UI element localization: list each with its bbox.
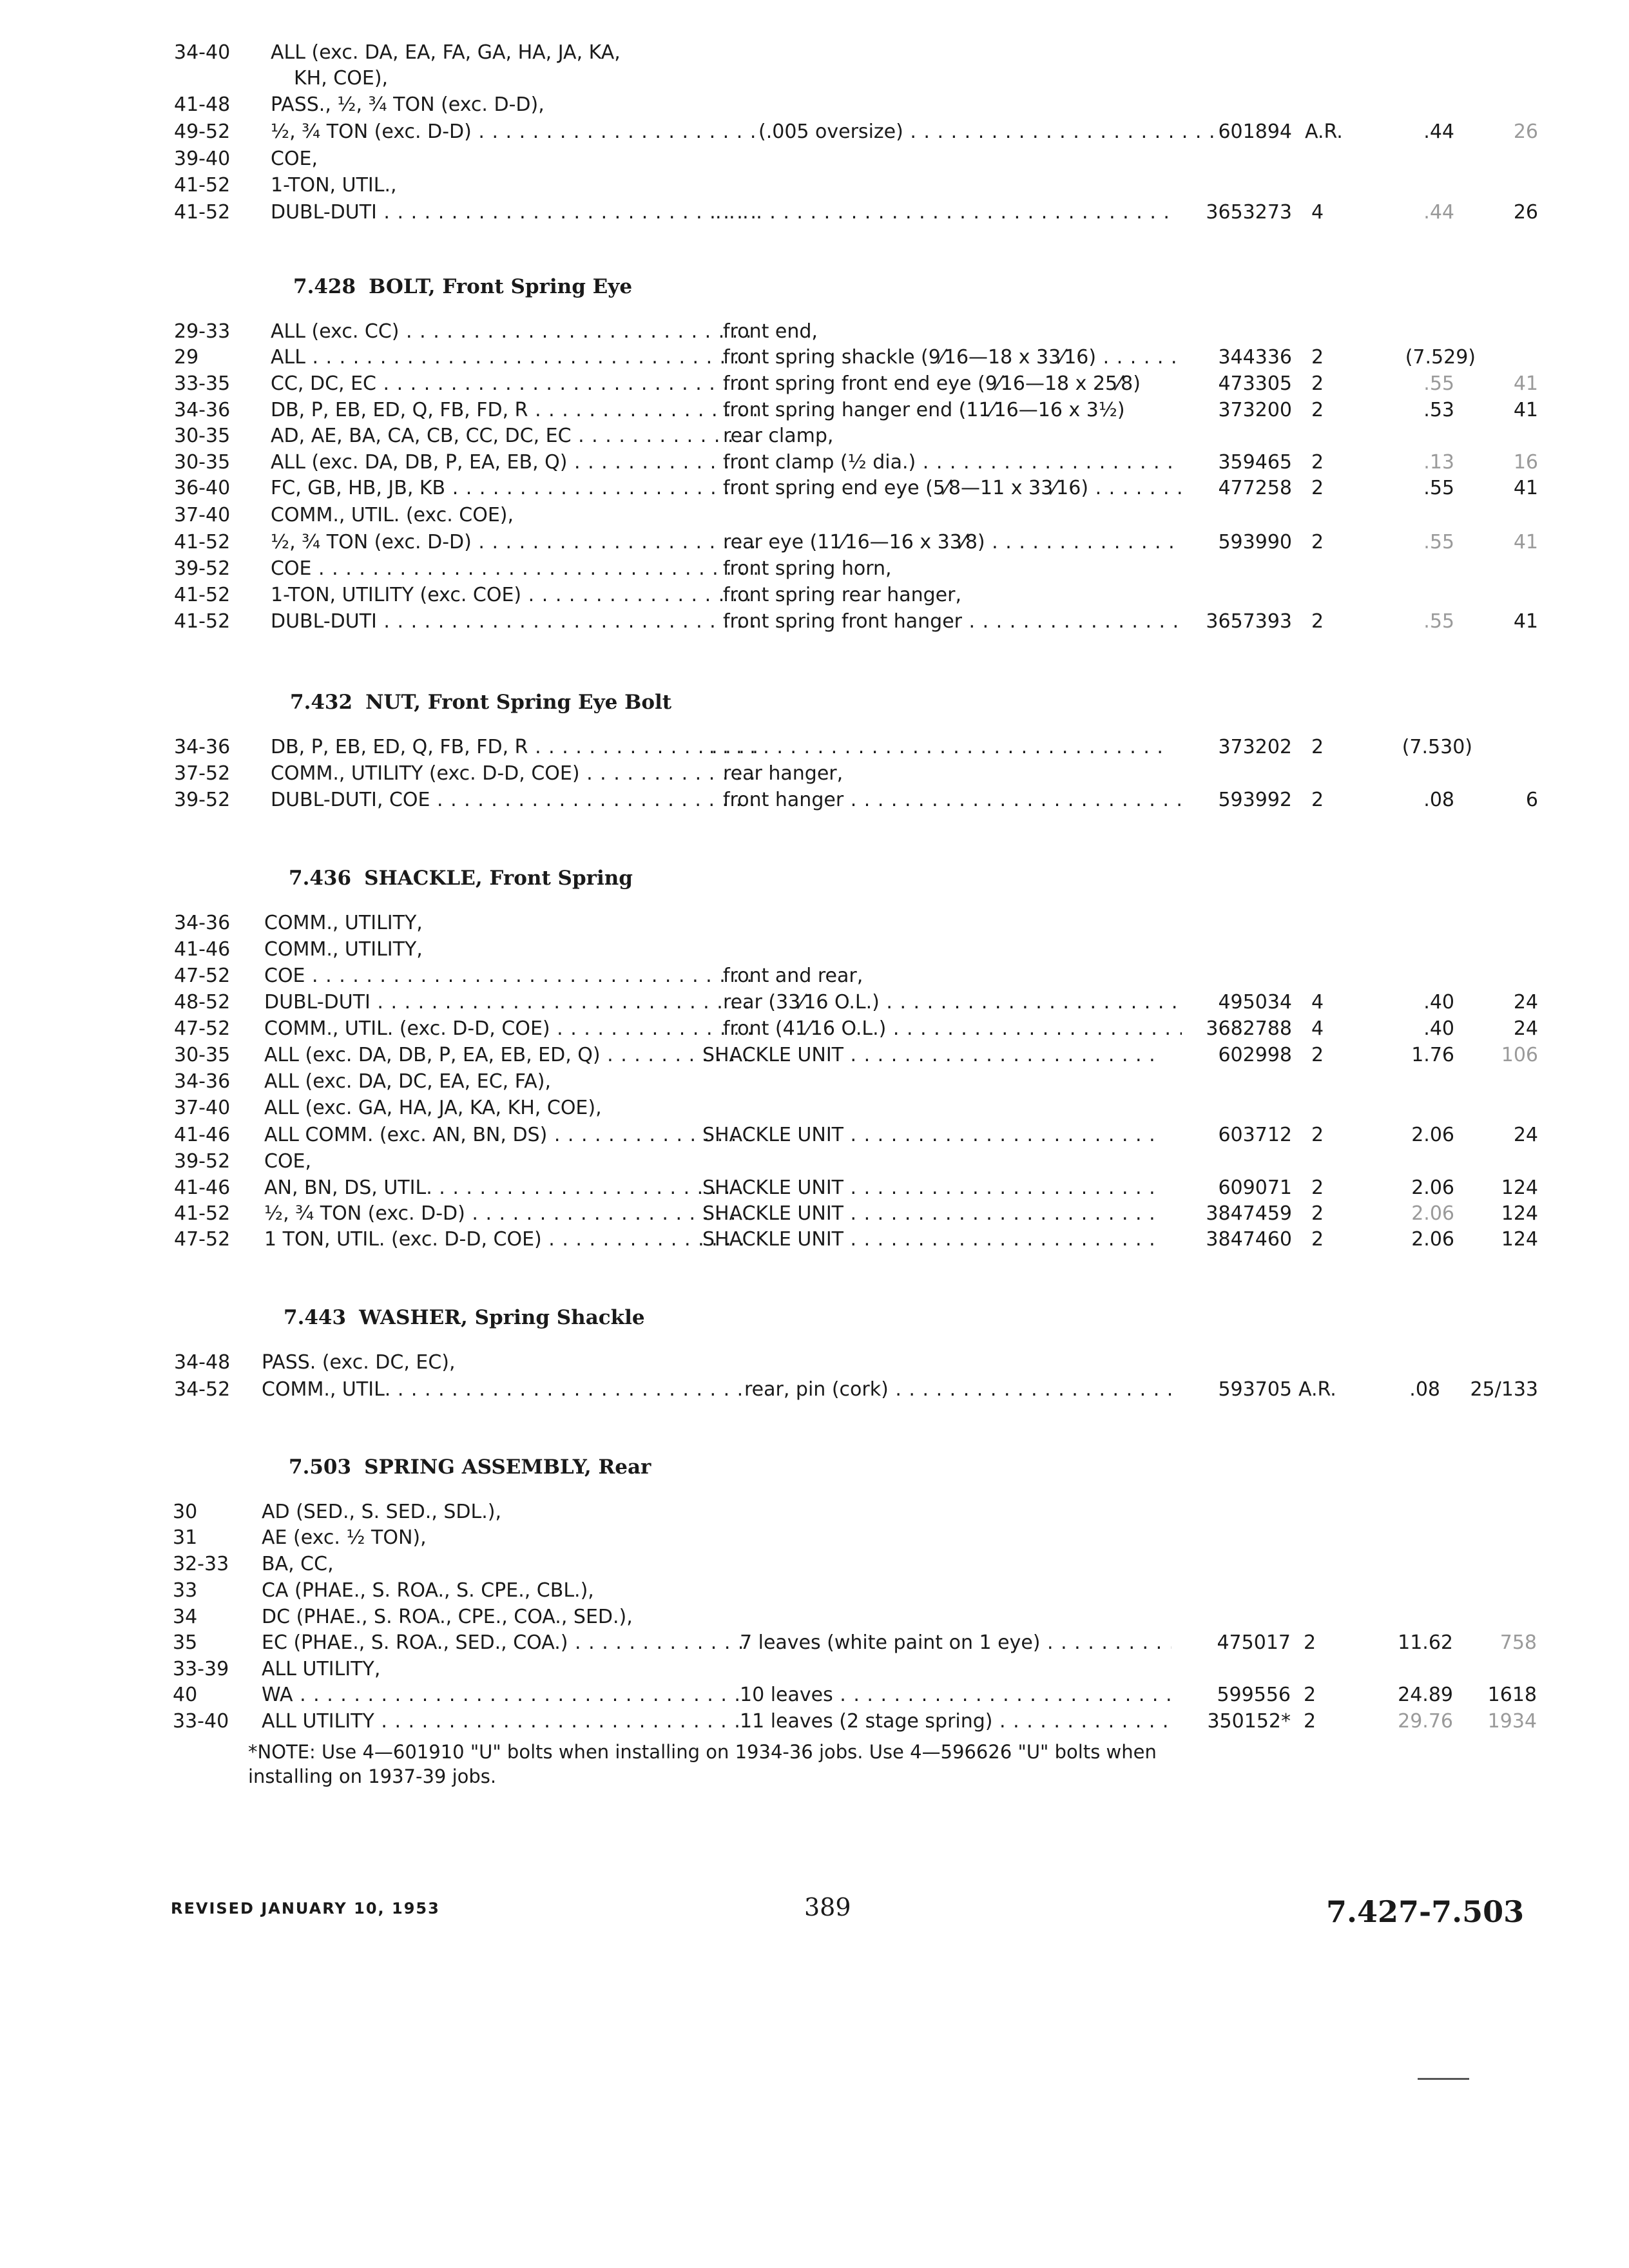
part-number-cell: 609071 xyxy=(1218,1177,1292,1199)
models-cell: ALL UTILITY . . . xyxy=(262,1709,750,1735)
weight-cell: 124 xyxy=(1501,1228,1538,1251)
description-cell: 10 leaves . . . xyxy=(740,1682,1171,1708)
description-cell: rear clamp, xyxy=(723,425,834,447)
quantity-cell: 2 xyxy=(1311,346,1324,369)
table-row xyxy=(174,556,1592,582)
quantity-cell: 2 xyxy=(1311,1228,1324,1251)
models-cell: COMM., UTILITY, xyxy=(264,912,423,934)
models-cell: DUBL-DUTI . . . xyxy=(271,609,759,635)
models-cell: COMM., UTIL. . . . xyxy=(262,1377,750,1403)
price-cell: .55 xyxy=(1423,531,1454,553)
weight-cell: 25/133 xyxy=(1470,1378,1538,1401)
table-row xyxy=(174,371,1592,397)
weight-cell: 41 xyxy=(1513,531,1538,553)
price-cell: 2.06 xyxy=(1411,1177,1454,1199)
years-cell: 41-52 xyxy=(174,531,231,553)
years-cell: 31 xyxy=(173,1526,198,1549)
table-row xyxy=(174,423,1592,449)
price-cell: 11.62 xyxy=(1398,1631,1453,1654)
models-cell: ½, ¾ TON (exc. D-D) . . . xyxy=(271,119,759,145)
models-cell: COMM., UTILITY, xyxy=(264,938,423,961)
quantity-cell: 2 xyxy=(1311,1044,1324,1066)
years-cell: 32-33 xyxy=(173,1553,229,1575)
table-row xyxy=(173,1604,1590,1630)
table-row xyxy=(174,146,1592,172)
price-cell: .55 xyxy=(1423,372,1454,395)
price-cell: .13 xyxy=(1423,451,1454,474)
part-number-cell: 495034 xyxy=(1218,991,1292,1014)
section-number: 7.428 xyxy=(293,275,356,298)
section-title: SPRING ASSEMBLY, Rear xyxy=(364,1456,651,1479)
quantity-cell: 2 xyxy=(1311,789,1324,811)
quantity-cell: 2 xyxy=(1311,451,1324,474)
years-cell: 47-52 xyxy=(174,965,231,987)
quantity-cell: 2 xyxy=(1304,1684,1316,1706)
years-cell: 39-52 xyxy=(174,1150,231,1173)
models-cell: DUBL-DUTI . . . xyxy=(264,990,753,1015)
years-cell: 49-52 xyxy=(174,120,231,143)
models-cell: CA (PHAE., S. ROA., S. CPE., CBL.), xyxy=(262,1579,594,1602)
table-row xyxy=(173,1525,1590,1551)
quantity-cell: 4 xyxy=(1311,991,1324,1014)
description-cell: rear hanger, xyxy=(723,762,843,785)
years-cell: 37-52 xyxy=(174,762,231,785)
description-cell: front spring rear hanger, xyxy=(723,584,962,606)
models-cell: ½, ¾ TON (exc. D-D) . . . xyxy=(271,530,759,555)
description-cell: SHACKLE UNIT . . . xyxy=(702,1043,1161,1068)
description-cell: front spring end eye (5⁄8—11 x 33⁄16) . . . xyxy=(723,476,1182,501)
part-number-cell: 602998 xyxy=(1218,1044,1292,1066)
years-cell: 36-40 xyxy=(174,477,231,499)
models-cell: 1-TON, UTIL., xyxy=(271,174,397,197)
weight-cell: 41 xyxy=(1513,477,1538,499)
years-cell: 39-52 xyxy=(174,789,231,811)
years-cell: 30-35 xyxy=(174,1044,231,1066)
description-cell: rear (33⁄16 O.L.) . . . xyxy=(723,990,1182,1015)
description-cell: SHACKLE UNIT . . . xyxy=(702,1227,1161,1253)
revision-date: REVISED JANUARY 10, 1953 xyxy=(171,1899,440,1917)
table-row xyxy=(174,735,1592,760)
price-cell: .44 xyxy=(1423,120,1454,143)
models-cell: BA, CC, xyxy=(262,1553,334,1575)
description-cell: rear eye (11⁄16—16 x 33⁄8) . . . xyxy=(723,530,1182,555)
section-heading xyxy=(284,1305,645,1331)
models-cell: ALL (exc. CC) . . . xyxy=(271,319,759,345)
weight-cell: 24 xyxy=(1513,1017,1538,1040)
table-row xyxy=(174,761,1592,787)
description-cell: front and rear, xyxy=(723,965,863,987)
weight-cell: 1934 xyxy=(1487,1710,1537,1733)
models-cell: COMM., UTIL. (exc. COE), xyxy=(271,504,514,526)
part-number-cell: 473305 xyxy=(1218,372,1292,395)
price-cell: (7.530) xyxy=(1402,736,1472,758)
years-cell: 33-40 xyxy=(173,1710,229,1733)
models-cell: 1 TON, UTIL. (exc. D-D, COE) . . . xyxy=(264,1227,753,1253)
scan-mark xyxy=(1418,2078,1469,2080)
weight-cell: 24 xyxy=(1513,1124,1538,1146)
section-number: 7.443 xyxy=(284,1306,347,1329)
table-row xyxy=(173,1657,1590,1682)
table-row xyxy=(174,319,1592,345)
weight-cell: 124 xyxy=(1501,1202,1538,1225)
models-cell: DB, P, EB, ED, Q, FB, FD, R . . . xyxy=(271,735,759,760)
table-row xyxy=(174,1016,1592,1042)
years-cell: 34-36 xyxy=(174,912,231,934)
description-cell: front spring front hanger . . . xyxy=(723,609,1182,635)
table-row xyxy=(174,119,1592,145)
models-cell: PASS., ½, ¾ TON (exc. D-D), xyxy=(271,93,545,116)
part-number-cell: 593990 xyxy=(1218,531,1292,553)
weight-cell: 26 xyxy=(1513,120,1538,143)
price-cell: 29.76 xyxy=(1398,1710,1453,1733)
part-number-cell: 593705 xyxy=(1218,1378,1292,1401)
models-cell: AE (exc. ½ TON), xyxy=(262,1526,427,1549)
years-cell: 39-40 xyxy=(174,148,231,170)
table-row xyxy=(173,1709,1590,1735)
years-cell: 37-40 xyxy=(174,1097,231,1119)
section-number: 7.436 xyxy=(289,867,352,890)
quantity-cell: 4 xyxy=(1311,1017,1324,1040)
years-cell: 37-40 xyxy=(174,504,231,526)
table-row xyxy=(174,40,1592,66)
years-cell: 29-33 xyxy=(174,320,231,343)
years-cell: 34-48 xyxy=(174,1351,231,1374)
models-cell: WA . . . xyxy=(262,1682,750,1708)
description-cell: SHACKLE UNIT . . . xyxy=(702,1201,1161,1227)
years-cell: 34-36 xyxy=(174,736,231,758)
table-row xyxy=(174,1227,1592,1253)
description-cell: front (41⁄16 O.L.) . . . xyxy=(723,1016,1182,1042)
quantity-cell: 2 xyxy=(1311,1202,1324,1225)
quantity-cell: 2 xyxy=(1311,1177,1324,1199)
table-row xyxy=(173,1552,1590,1577)
models-cell: DB, P, EB, ED, Q, FB, FD, R . . . xyxy=(271,398,759,423)
weight-cell: 41 xyxy=(1513,399,1538,421)
price-cell: .55 xyxy=(1423,610,1454,633)
models-cell: DUBL-DUTI . . . xyxy=(271,200,759,226)
years-cell: 48-52 xyxy=(174,991,231,1014)
years-cell: 47-52 xyxy=(174,1017,231,1040)
years-cell: 41-46 xyxy=(174,938,231,961)
table-row xyxy=(174,530,1592,555)
models-cell: ALL (exc. DA, DB, P, EA, EB, ED, Q) . . . xyxy=(264,1043,753,1068)
years-cell: 34-36 xyxy=(174,399,231,421)
table-row xyxy=(174,582,1592,608)
years-cell: 41-52 xyxy=(174,584,231,606)
price-cell: 24.89 xyxy=(1398,1684,1453,1706)
section-heading xyxy=(290,689,671,715)
models-cell: COE, xyxy=(271,148,318,170)
price-cell: .40 xyxy=(1423,991,1454,1014)
page-number: 389 xyxy=(804,1893,851,1921)
part-number-cell: 3682788 xyxy=(1206,1017,1292,1040)
years-cell: 33 xyxy=(173,1579,198,1602)
models-cell: COE . . . xyxy=(271,556,759,582)
part-number-cell: 477258 xyxy=(1218,477,1292,499)
models-cell: ALL . . . xyxy=(271,345,759,370)
table-row xyxy=(173,1499,1590,1525)
quantity-cell: 2 xyxy=(1311,736,1324,758)
table-row xyxy=(174,1069,1592,1095)
description-cell xyxy=(715,200,1174,226)
price-cell: .44 xyxy=(1423,201,1454,224)
table-row xyxy=(174,1175,1592,1201)
years-cell: 29 xyxy=(174,346,199,369)
models-cell: EC (PHAE., S. ROA., SED., COA.) . . . xyxy=(262,1630,750,1656)
price-cell: .40 xyxy=(1423,1017,1454,1040)
models-cell: COMM., UTILITY (exc. D-D, COE) . . . xyxy=(271,761,759,787)
models-cell: CC, DC, EC . . . xyxy=(271,371,759,397)
years-cell: 41-52 xyxy=(174,174,231,197)
quantity-cell: A.R. xyxy=(1298,1378,1336,1401)
part-number-cell: 3653273 xyxy=(1206,201,1292,224)
description-cell: front clamp (½ dia.) . . . xyxy=(723,450,1182,476)
quantity-cell: 2 xyxy=(1311,399,1324,421)
models-cell: COMM., UTIL. (exc. D-D, COE) . . . xyxy=(264,1016,753,1042)
table-row xyxy=(174,937,1592,963)
years-cell: 41-46 xyxy=(174,1124,231,1146)
weight-cell: 41 xyxy=(1513,610,1538,633)
years-cell: 41-48 xyxy=(174,93,231,116)
section-title: BOLT, Front Spring Eye xyxy=(369,275,633,298)
models-cell: ALL (exc. GA, HA, JA, KA, KH, COE), xyxy=(264,1097,602,1119)
price-cell: .08 xyxy=(1423,789,1454,811)
table-row xyxy=(174,66,1592,91)
years-cell: 33-39 xyxy=(173,1658,229,1680)
price-cell: .08 xyxy=(1409,1378,1440,1401)
models-cell: ALL UTILITY, xyxy=(262,1658,381,1680)
description-cell: SHACKLE UNIT . . . xyxy=(702,1122,1161,1148)
models-cell: ALL (exc. DA, EA, FA, GA, HA, JA, KA, xyxy=(271,41,621,64)
years-cell: 41-46 xyxy=(174,1177,231,1199)
description-cell: rear, pin (cork) . . . xyxy=(744,1377,1179,1403)
price-cell: (7.529) xyxy=(1405,346,1476,369)
models-cell: ALL (exc. DA, DB, P, EA, EB, Q) . . . xyxy=(271,450,759,476)
years-cell: 30-35 xyxy=(174,451,231,474)
section-heading xyxy=(289,1454,651,1480)
section-title: NUT, Front Spring Eye Bolt xyxy=(365,691,672,714)
weight-cell: 16 xyxy=(1513,451,1538,474)
description-cell: front spring hanger end (11⁄16—16 x 3½) xyxy=(723,399,1125,421)
section-number: 7.503 xyxy=(289,1456,352,1479)
models-cell: ALL COMM. (exc. AN, BN, DS) . . . xyxy=(264,1122,753,1148)
part-number-cell: 3847460 xyxy=(1206,1228,1292,1251)
weight-cell: 758 xyxy=(1499,1631,1537,1654)
models-cell: COE . . . xyxy=(264,963,753,989)
table-row xyxy=(174,1201,1592,1227)
part-number-cell: 3847459 xyxy=(1206,1202,1292,1225)
price-cell: .55 xyxy=(1423,477,1454,499)
price-cell: 2.06 xyxy=(1411,1228,1454,1251)
section-heading xyxy=(293,274,632,300)
table-row xyxy=(174,990,1592,1015)
price-cell: 2.06 xyxy=(1411,1202,1454,1225)
years-cell: 47-52 xyxy=(174,1228,231,1251)
weight-cell: 1618 xyxy=(1487,1684,1537,1706)
description-cell: SHACKLE UNIT . . . xyxy=(702,1175,1161,1201)
table-row xyxy=(174,1095,1592,1121)
years-cell: 34 xyxy=(173,1606,198,1628)
description-cell: 11 leaves (2 stage spring) . . . xyxy=(740,1709,1171,1735)
quantity-cell: 2 xyxy=(1311,1124,1324,1146)
description-cell: front end, xyxy=(723,320,818,343)
models-cell: COE, xyxy=(264,1150,312,1173)
description-cell: front spring shackle (9⁄16—18 x 33⁄16) . . . xyxy=(723,345,1182,370)
weight-cell: 124 xyxy=(1501,1177,1538,1199)
models-cell: 1-TON, UTILITY (exc. COE) . . . xyxy=(271,582,759,608)
table-row xyxy=(174,345,1592,370)
models-cell: PASS. (exc. DC, EC), xyxy=(262,1351,456,1374)
weight-cell: 24 xyxy=(1513,991,1538,1014)
years-cell: 41-52 xyxy=(174,1202,231,1225)
footnote: *NOTE: Use 4—601910 "U" bolts when installing on 1934-36 jobs. Use 4—596626 "U" bolts when installing on 1937-39 jobs. xyxy=(248,1741,1157,1787)
quantity-cell: A.R. xyxy=(1305,120,1343,143)
description-cell: front spring horn, xyxy=(723,557,892,580)
table-row xyxy=(174,1122,1592,1148)
section-title: WASHER, Spring Shackle xyxy=(359,1306,645,1329)
quantity-cell: 2 xyxy=(1311,610,1324,633)
table-row xyxy=(174,1149,1592,1175)
years-cell: 33-35 xyxy=(174,372,231,395)
part-number-cell: 475017 xyxy=(1217,1631,1291,1654)
part-number-cell: 599556 xyxy=(1217,1684,1291,1706)
part-number-cell: 601894 xyxy=(1218,120,1292,143)
table-row xyxy=(174,200,1592,226)
years-cell: 40 xyxy=(173,1684,198,1706)
years-cell: 34-36 xyxy=(174,1070,231,1093)
table-row xyxy=(174,450,1592,476)
section-number: 7.432 xyxy=(290,691,353,714)
table-row xyxy=(174,1377,1592,1403)
quantity-cell: 2 xyxy=(1304,1710,1316,1733)
table-row xyxy=(173,1578,1590,1604)
table-row xyxy=(173,1682,1590,1708)
models-cell: KH, COE), xyxy=(294,67,389,90)
section-heading xyxy=(289,865,633,891)
part-number-cell: 603712 xyxy=(1218,1124,1292,1146)
table-row xyxy=(174,398,1592,423)
quantity-cell: 2 xyxy=(1311,372,1324,395)
part-number-cell: 373202 xyxy=(1218,736,1292,758)
description-cell: front hanger . . . xyxy=(723,787,1182,813)
part-number-cell: 593992 xyxy=(1218,789,1292,811)
table-row xyxy=(174,910,1592,936)
years-cell: 41-52 xyxy=(174,610,231,633)
table-row xyxy=(174,1043,1592,1068)
years-cell: 41-52 xyxy=(174,201,231,224)
years-cell: 34-40 xyxy=(174,41,231,64)
part-number-cell: 344336 xyxy=(1218,346,1292,369)
description-cell: front spring front end eye (9⁄16—18 x 25⁄8) xyxy=(723,372,1141,395)
description-cell xyxy=(709,735,1168,760)
models-cell: AN, BN, DS, UTIL. . . . xyxy=(264,1175,753,1201)
table-row xyxy=(174,173,1592,198)
price-cell: .53 xyxy=(1423,399,1454,421)
models-cell: DC (PHAE., S. ROA., CPE., COA., SED.), xyxy=(262,1606,633,1628)
table-row xyxy=(174,1350,1592,1376)
models-cell: ALL (exc. DA, DC, EA, EC, FA), xyxy=(264,1070,551,1093)
quantity-cell: 2 xyxy=(1304,1631,1316,1654)
description-cell: 7 leaves (white paint on 1 eye) . . . xyxy=(740,1630,1171,1656)
years-cell: 39-52 xyxy=(174,557,231,580)
part-number-cell: 3657393 xyxy=(1206,610,1292,633)
quantity-cell: 2 xyxy=(1311,477,1324,499)
table-row xyxy=(174,92,1592,118)
table-row xyxy=(173,1630,1590,1656)
table-row xyxy=(174,963,1592,989)
weight-cell: 6 xyxy=(1525,789,1538,811)
table-row xyxy=(174,476,1592,501)
models-cell: FC, GB, HB, JB, KB . . . xyxy=(271,476,759,501)
section-title: SHACKLE, Front Spring xyxy=(364,867,633,890)
years-cell: 34-52 xyxy=(174,1378,231,1401)
price-cell: 1.76 xyxy=(1411,1044,1454,1066)
table-row xyxy=(174,503,1592,528)
section-range: 7.427-7.503 xyxy=(1326,1894,1525,1929)
models-cell: ½, ¾ TON (exc. D-D) . . . xyxy=(264,1201,753,1227)
quantity-cell: 2 xyxy=(1311,531,1324,553)
quantity-cell: 4 xyxy=(1311,201,1324,224)
part-number-cell: 359465 xyxy=(1218,451,1292,474)
years-cell: 30 xyxy=(173,1501,198,1523)
models-cell: AD, AE, BA, CA, CB, CC, DC, EC . . . xyxy=(271,423,759,449)
models-cell: DUBL-DUTI, COE . . . xyxy=(271,787,759,813)
weight-cell: 106 xyxy=(1501,1044,1538,1066)
weight-cell: 26 xyxy=(1513,201,1538,224)
table-row xyxy=(174,787,1592,813)
part-number-cell: 350152* xyxy=(1207,1710,1291,1733)
part-number-cell: 373200 xyxy=(1218,399,1292,421)
table-row xyxy=(174,609,1592,635)
years-cell: 35 xyxy=(173,1631,198,1654)
years-cell: 30-35 xyxy=(174,425,231,447)
weight-cell: 41 xyxy=(1513,372,1538,395)
models-cell: AD (SED., S. SED., SDL.), xyxy=(262,1501,502,1523)
price-cell: 2.06 xyxy=(1411,1124,1454,1146)
description-cell: (.005 oversize) . . . xyxy=(758,119,1217,145)
